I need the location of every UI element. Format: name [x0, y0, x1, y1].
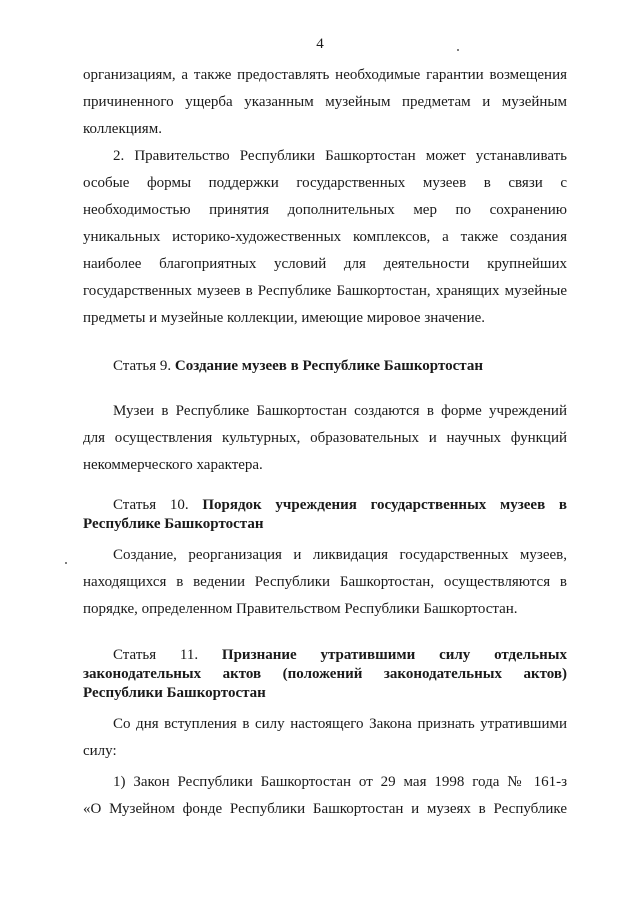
paragraph-2: [83, 143, 567, 332]
article-prefix: Статья 11.: [113, 647, 199, 663]
article-prefix: Статья 9.: [113, 358, 172, 374]
article-title-line: Признание утратившими силу отдельных: [221, 647, 568, 663]
text-line: «О Музейном фонде Республики Башкортостан и музеях в Республике: [83, 801, 567, 817]
text-line: государственных музеев в Республике Башкортостан, хранящих музейные: [83, 283, 567, 299]
text-line: 2. Правительство Республики Башкортостан может устанавливать: [113, 148, 567, 164]
text-line: для осуществления культурных, образовательных и научных функций: [83, 430, 567, 446]
text-line: уникальных историко-художественных комплексов, а также создания: [83, 229, 567, 245]
article-title-line: законодательных актов (положений законодательных актов): [83, 666, 567, 682]
article-9-body: [83, 398, 567, 479]
scan-speck: [65, 562, 67, 564]
text-line: Музеи в Республике Башкортостан создаются в форме учреждений: [113, 403, 567, 419]
text-line: особые формы поддержки государственных музеев в связи с: [83, 175, 567, 191]
text-line: Создание, реорганизация и ликвидация государственных музеев,: [113, 547, 567, 563]
text-line: силу:: [83, 743, 117, 759]
article-title: Создание музеев в Республике Башкортостан: [174, 358, 483, 374]
paragraph-continuation: [83, 62, 567, 143]
article-title-line: Порядок учреждения государственных музеев в: [202, 497, 567, 513]
text-line: Со дня вступления в силу настоящего Закона признать утратившими: [113, 716, 567, 732]
article-11-body: [83, 711, 567, 823]
scan-speck: [457, 49, 459, 51]
page-number: 4: [316, 36, 324, 52]
text-line: причиненного ущерба указанным музейным предметам и музейным: [83, 94, 567, 110]
text-line: некоммерческого характера.: [83, 457, 263, 473]
text-line: необходимостью принятия дополнительных мер по сохранению: [83, 202, 567, 218]
article-title-line: Республике Башкортостан: [83, 516, 264, 532]
article-prefix: Статья 10.: [113, 497, 189, 513]
article-10-body: [83, 542, 567, 623]
text-line: предметы и музейные коллекции, имеющие мировое значение.: [83, 310, 486, 326]
article-10-heading: [83, 496, 567, 534]
article-title-line: Республики Башкортостан: [83, 685, 266, 701]
text-line: коллекциям.: [83, 121, 162, 137]
text-line: порядке, определенном Правительством Республики Башкортостан.: [83, 601, 518, 617]
text-line: организациям, а также предоставлять необходимые гарантии возмещения: [83, 67, 567, 83]
text-line: наиболее благоприятных условий для деятельности крупнейших: [83, 256, 567, 272]
text-line: находящихся в ведении Республики Башкортостан, осуществляются в: [83, 574, 567, 590]
text-line: 1) Закон Республики Башкортостан от 29 мая 1998 года № 161-з: [113, 774, 567, 790]
article-9-heading: [83, 357, 567, 376]
article-11-heading: [83, 646, 567, 703]
